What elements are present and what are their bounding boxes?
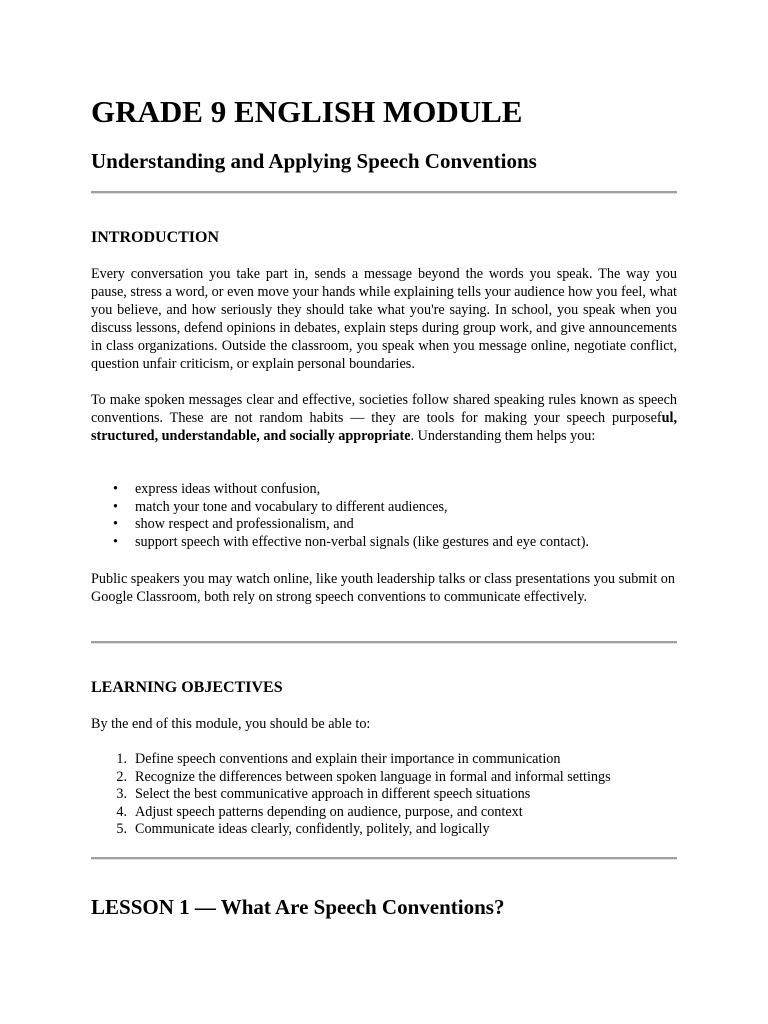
list-item [91, 499, 677, 517]
learning-objectives-heading: LEARNING OBJECTIVES [91, 679, 283, 696]
list-number: 4. [116, 803, 127, 820]
list-item-text: Adjust speech patterns depending on audience, purpose, and context [135, 803, 523, 820]
introduction-paragraph-3: Public speakers you may watch online, like youth leadership talks or class presentations you submit on Google Classroom, both rely on strong speech conventions to communicate effectively. [91, 571, 675, 605]
document-title: GRADE 9 ENGLISH MODULE [91, 94, 523, 129]
list-item [91, 786, 677, 804]
introduction-paragraph-2 [91, 391, 677, 445]
horizontal-rule [91, 191, 677, 194]
list-item-text: express ideas without confusion, [135, 481, 321, 497]
list-item-text: match your tone and vocabulary to different audiences, [135, 498, 448, 515]
list-item-text: Recognize the differences between spoken language in formal and informal settings [135, 768, 611, 785]
list-item [91, 751, 677, 769]
bullet-marker: • [113, 533, 118, 550]
horizontal-rule [91, 641, 677, 644]
paragraph-2-text-start: To make spoken messages clear and effective, societies follow shared speaking rules known as speech conventions. These are not random habits — they are tools for making your speech purposef [91, 392, 677, 426]
list-item-text: Define speech conventions and explain their importance in communication [135, 751, 561, 767]
document-subtitle: Understanding and Applying Speech Conventions [91, 149, 537, 173]
objectives-numbered-list [91, 751, 677, 839]
list-item [91, 516, 677, 534]
list-item-text: support speech with effective non-verbal signals (like gestures and eye contact). [135, 533, 589, 550]
paragraph-2-bold-text: ul, structured, understandable, and socially appropriate [91, 410, 677, 444]
list-item-text: Select the best communicative approach in different speech situations [135, 786, 531, 803]
lesson-1-heading: LESSON 1 — What Are Speech Conventions? [91, 895, 505, 919]
bullet-marker: • [113, 516, 118, 533]
horizontal-rule [91, 857, 677, 860]
list-item [91, 804, 677, 822]
list-item [91, 534, 677, 552]
bullet-marker: • [113, 481, 118, 497]
list-number: 3. [116, 786, 127, 803]
list-number: 5. [116, 821, 127, 838]
bullet-marker: • [113, 498, 118, 515]
list-item-text: show respect and professionalism, and [135, 516, 354, 533]
paragraph-2-text-end: . Understanding them helps you: [410, 428, 596, 444]
list-number: 2. [116, 768, 127, 785]
objectives-lead-text: By the end of this module, you should be able to: [91, 716, 371, 732]
list-item [91, 769, 677, 787]
benefits-bullet-list [91, 481, 677, 551]
introduction-heading: INTRODUCTION [91, 229, 220, 246]
list-item-text: Communicate ideas clearly, confidently, politely, and logically [135, 821, 490, 838]
introduction-paragraph-1: Every conversation you take part in, sends a message beyond the words you speak. The way you pause, stress a word, or even move your hands while explaining tells your audience how you feel, what you believe, and how seriously they should take what you're saying. In school, you speak when you discuss lessons, defend opinions in debates, explain steps during group work, and give announcements in class organizations. Outside the classroom, you speak when you message online, negotiate conflict, question unfair criticism, or explain personal boundaries. [91, 266, 677, 372]
list-item [91, 481, 677, 499]
list-item [91, 821, 677, 839]
list-number: 1. [116, 751, 127, 767]
